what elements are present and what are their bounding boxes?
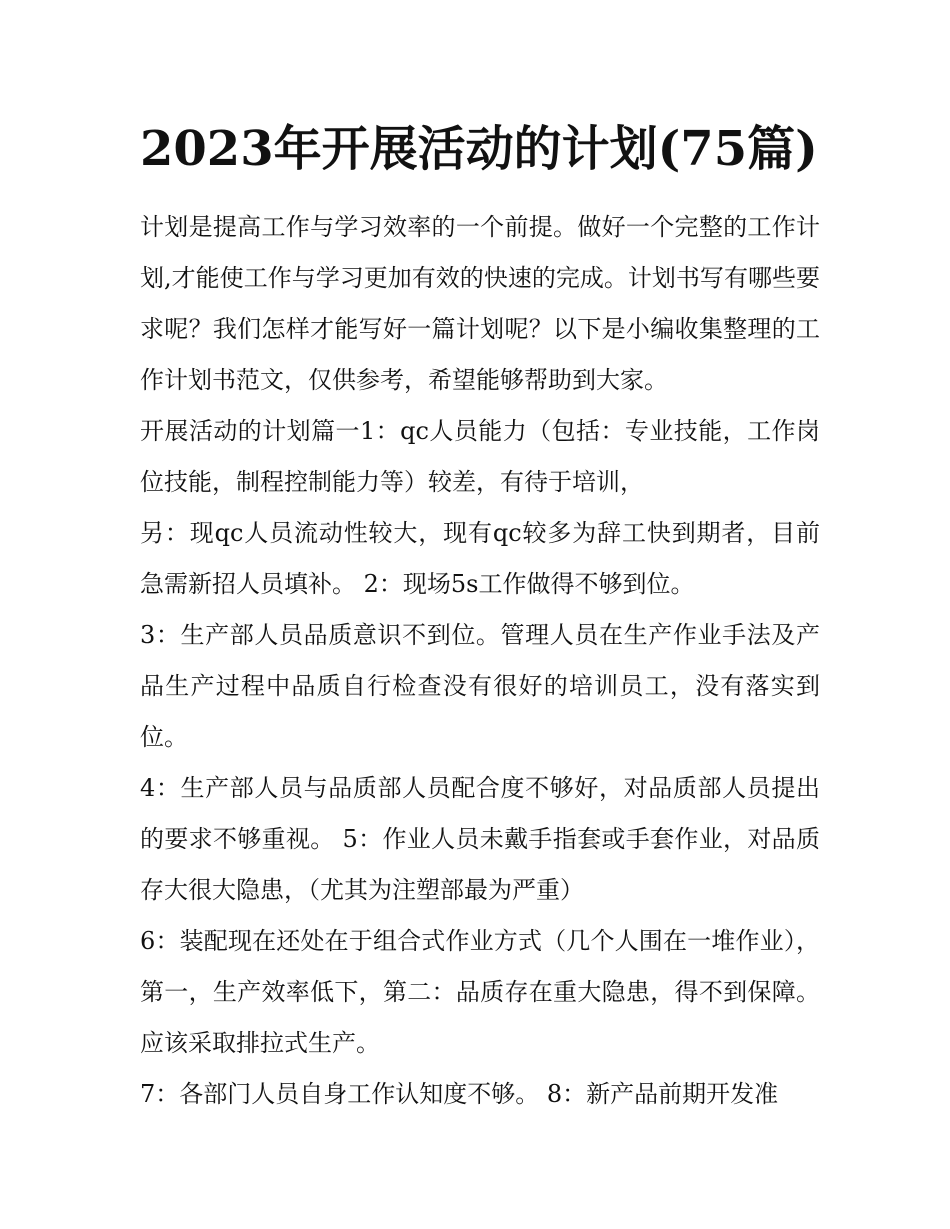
paragraph-4: 4：生产部人员与品质部人员配合度不够好，对品质部人员提出的要求不够重视。 5：作业人员未戴手指套或手套作业，对品质存大很大隐患，（尤其为注塑部最为严重） (140, 774, 820, 904)
document-page (140, 118, 820, 1120)
paragraph-intro: 计划是提高工作与学习效率的一个前提。做好一个完整的工作计划,才能使工作与学习更加有效的快速的完成。计划书写有哪些要求呢？我们怎样才能写好一篇计划呢？以下是小编收集整理的工作计划书范文，仅供参考，希望能够帮助到大家。 (140, 213, 820, 394)
paragraph-1: 开展活动的计划篇一1：qc人员能力（包括：专业技能，工作岗位技能，制程控制能力等）较差，有待于培训， (140, 417, 820, 496)
document-title: 2023年开展活动的计划(75篇) (140, 121, 818, 177)
paragraph-2: 另：现qc人员流动性较大，现有qc较多为辞工快到期者，目前急需新招人员填补。 2：现场5s工作做得不够到位。 (140, 519, 820, 598)
paragraph-5: 6：装配现在还处在于组合式作业方式（几个人围在一堆作业），第一，生产效率低下，第二：品质存在重大隐患，得不到保障。应该采取排拉式生产。 (140, 927, 820, 1057)
paragraph-3: 3：生产部人员品质意识不到位。管理人员在生产作业手法及产品生产过程中品质自行检查没有很好的培训员工，没有落实到位。 (140, 621, 820, 751)
paragraph-6: 7：各部门人员自身工作认知度不够。 8：新产品前期开发准 (140, 1080, 779, 1108)
